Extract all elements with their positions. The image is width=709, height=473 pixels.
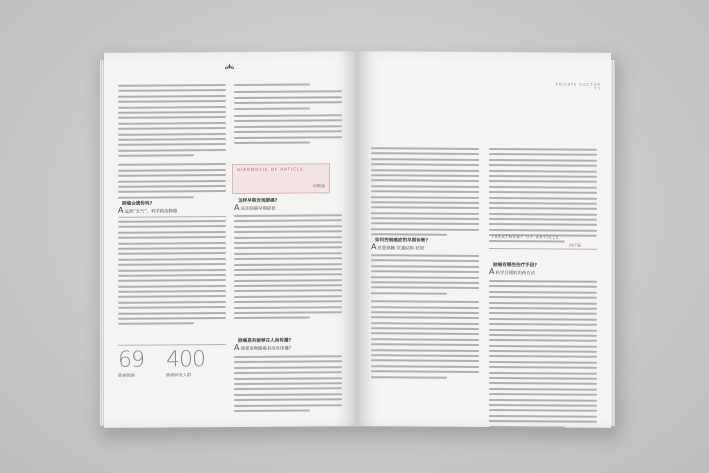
running-head: PRIVATE DOCTOR 73 [555, 82, 601, 91]
body-text-block [489, 148, 597, 246]
stat-number: 69 [118, 347, 144, 373]
answer-heading-2: A关注肺癌早期症状 [234, 202, 276, 212]
left-page [104, 51, 357, 428]
right-page [357, 51, 611, 428]
answer-heading-1: A远离“无气”，科学防治肺癌 [118, 205, 178, 215]
answer-heading-4: A厌恶烦躁 饮食结构 状况 [371, 242, 425, 252]
stat-block-1 [118, 348, 144, 379]
section-title-en: DIAGNOSIS OF ARTICLE [237, 166, 304, 172]
divider [118, 216, 226, 218]
treatment-section-title-en: TREATMENT OF ARTICLE [491, 234, 560, 240]
stat-block-2 [166, 347, 205, 378]
body-text-block [118, 84, 226, 202]
divider [118, 344, 226, 346]
answer-heading-3: A深爱亲吻肺癌有没有传播? [234, 342, 292, 352]
question-heading-3: 肺癌是否能够在人间传播? [238, 338, 292, 344]
lotus-logo-icon [225, 63, 234, 69]
body-text-block [234, 214, 342, 323]
body-text-block [371, 254, 479, 382]
treatment-section-title-cn: 治疗篇 [569, 242, 581, 248]
body-text-block [118, 220, 226, 329]
stat-label: 肺癌数据 [118, 372, 135, 378]
question-heading-1: 肺癌会遗传吗? [122, 201, 153, 207]
question-heading-5: 肺癌有哪些治疗手段? [493, 263, 538, 269]
stat-label: 肺癌病发人群 [166, 372, 192, 378]
question-heading-4: 如何控制癌症的早期诊断? [375, 238, 429, 244]
diagnosis-section-box [232, 163, 330, 194]
body-text-block [234, 355, 342, 415]
body-text-block [234, 83, 342, 147]
body-text-block [371, 147, 479, 239]
stat-number: 400 [166, 347, 205, 373]
section-title-cn: 诊断篇 [313, 183, 325, 189]
body-text-block [489, 280, 597, 428]
answer-heading-5: A科学合理的用药方法 [489, 267, 536, 277]
question-heading-2: 怎样早期发现肺癌? [238, 198, 278, 204]
page-number: 73 [594, 86, 601, 91]
